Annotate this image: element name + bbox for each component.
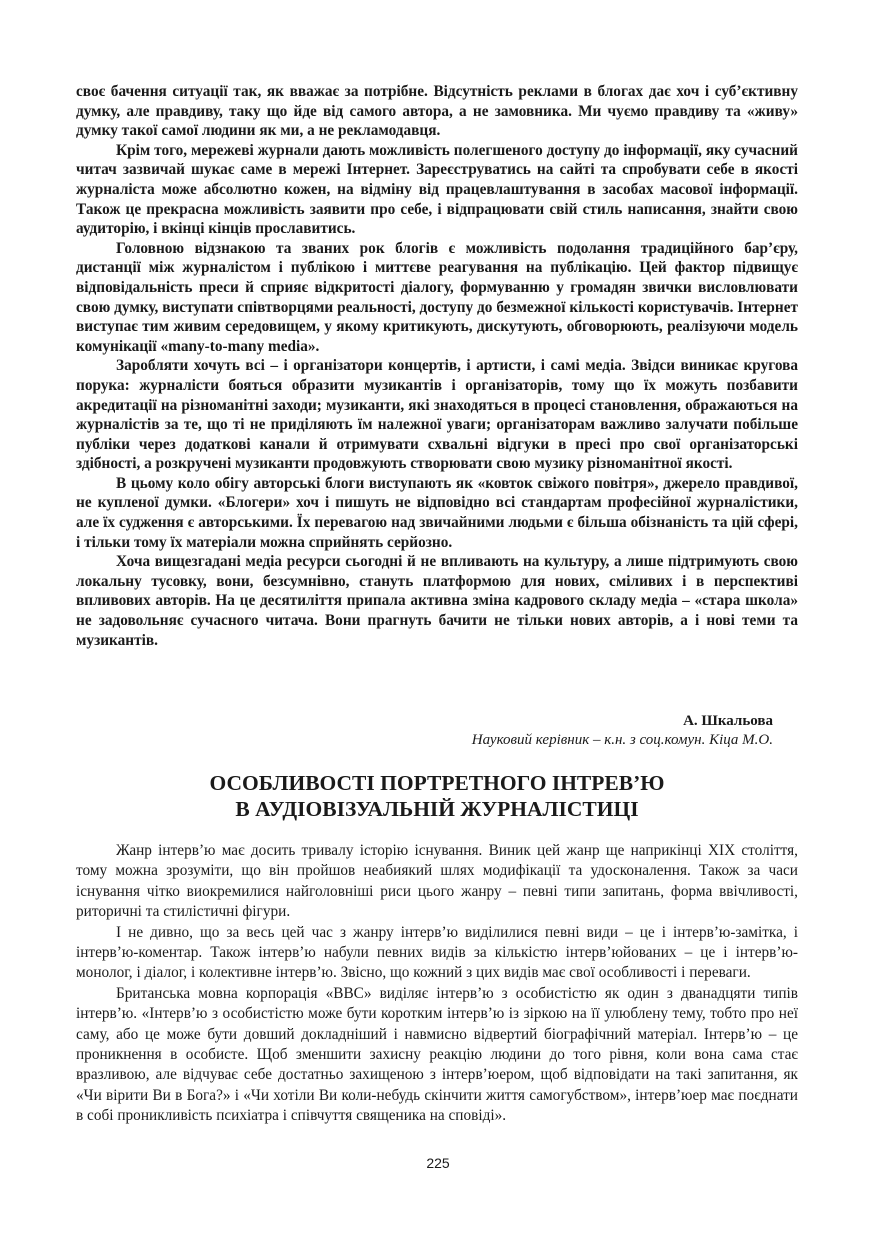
paragraph: Британська мовна корпорація «BBC» виділяє інтерв’ю з особистістю як один з дванадцяти типів інтерв’ю. «Інтерв’ю з особистістю може бути коротким інтерв’ю із зіркою на її улюблену тему, тобто про неї саму, або це може бути довший докладніший і навмисно відвертий біографічний матеріал. Інтерв’ю – це проникнення в особисте. Щоб зменшити захисну реакцію людини до того рівня, коли вона сама стає вразливою, але відчуває себе достатньо захищеною з інтерв’юером, щоб відповідати на такі запитання, як «Чи вірити Ви в Бога?» і «Чи хотіли Ви коли-небудь скінчити життя самогубством», інтерв’юер має поєднати в собі проникливість психіатра і співчуття священика на сповіді». bbox=[76, 984, 798, 1125]
supervisor-line: Науковий керівник – к.н. з соц.комун. Кіца М.О. bbox=[471, 732, 773, 748]
paragraph: В цьому коло обігу авторські блоги виступають як «ковток свіжого повітря», джерело правдивої, не купленої думки. «Блогери» хоч і пишуть не відповідно всі стандартам професійної журналістики, але їх судження є авторськими. Їх перевагою над звичайними людьми є більша обізнаність та цій сфері, і тільки тому їх матеріали можна сприйнять серйозно. bbox=[76, 474, 798, 551]
paragraph: І не дивно, що за весь цей час з жанру інтерв’ю виділилися певні види – це і інтерв’ю-замітка, і інтерв’ю-коментар. Також інтерв’ю набули певних видів за кількістю інтерв’юйованих – це і інтерв’ю-монолог, і діалог, і колективне інтерв’ю. Звісно, що кожний з цих видів має свої особливості і переваги. bbox=[76, 923, 798, 982]
title-line-2: В АУДІОВІЗУАЛЬНІЙ ЖУРНАЛІСТИЦІ bbox=[235, 797, 639, 821]
article-title bbox=[76, 770, 798, 822]
continued-article-text bbox=[76, 82, 798, 650]
article-body bbox=[76, 841, 798, 1127]
author-name: А. Шкальова bbox=[683, 713, 773, 729]
title-line-1: ОСОБЛИВОСТІ ПОРТРЕТНОГО ІНТРЕВ’Ю bbox=[209, 771, 665, 795]
paragraph: Головною відзнакою та званих рок блогів є можливість подолання традиційного бар’єру, дистанції між журналістом і публікою і миттєве реагування на публікацію. Цей фактор підвищує відповідальність преси й сприяє відкритості діалогу, формуванню у громадян звички висловлювати свою думку, виступати співтворцями реальності, доступу до безмежної кількості користувачів. Інтернет виступає тим живим середовищем, у якому критикують, дискутують, обговорюють, реалізуючи модель комунікації «many-to-many media». bbox=[76, 239, 798, 355]
paragraph: Хоча вищезгадані медіа ресурси сьогодні й не впливають на культуру, а лише підтримують свою локальну тусовку, вони, безсумнівно, стануть платформою для нових, сміливих і в перспективі впливових авторів. На це десятиліття припала активна зміна кадрового складу медіа – «стара школа» не задовольняє сучасного читача. Вони прагнуть бачити не тільки нових авторів, а і нові теми та музикантів. bbox=[76, 553, 798, 649]
paragraph: Жанр інтерв’ю має досить тривалу історію існування. Виник цей жанр ще наприкінці XIX століття, тому можна зрозуміти, що він пройшов неабиякий шлях модифікації та удосконалення. Також за часи існування чітко виокремилися найголовніші риси цього жанру – певні типи запитань, форма ввічливості, риторичні та стилістичні фігури. bbox=[76, 842, 798, 921]
paragraph: своє бачення ситуації так, як вважає за потрібне. Відсутність реклами в блогах дає хоч і суб’єктивну думку, але правдиву, таку що йде від самого автора, а не замовника. Ми чуємо правдиву та «живу» думку такої самої людини як ми, а не рекламодавця. bbox=[76, 83, 798, 140]
author-block bbox=[472, 712, 773, 750]
page-number: 225 bbox=[426, 1155, 450, 1171]
paragraph: Крім того, мережеві журнали дають можливість полегшеного доступу до інформації, яку сучасний читач зазвичай шукає саме в мережі Інтернет. Зареєструватись на сайті та спробувати себе в якості журналіста може абсолютно кожен, на відміну від працевлаштування в засобах масової інформації. Також це прекрасна можливість заявити про себе, і відпрацювати свій стиль написання, знайти свою аудиторію, і вкінці кінців прославитись. bbox=[76, 141, 798, 238]
paragraph: Заробляти хочуть всі – і організатори концертів, і артисти, і самі медіа. Звідси виникає кругова порука: журналісти бояться образити музикантів і організаторів, тому що їх можуть позбавити акредитації на різноманітні заходи; музиканти, які знаходяться в процесі становлення, ображаються на журналістів за те, що ті не приділяють їм належної уваги; організаторам важливо залучати побільше публіки через додаткові канали й отримувати схвальні відгуки в пресі про свої організаторські здібності, а розкручені музиканти продовжують створювати свою музику різноманітної якості. bbox=[76, 357, 798, 473]
